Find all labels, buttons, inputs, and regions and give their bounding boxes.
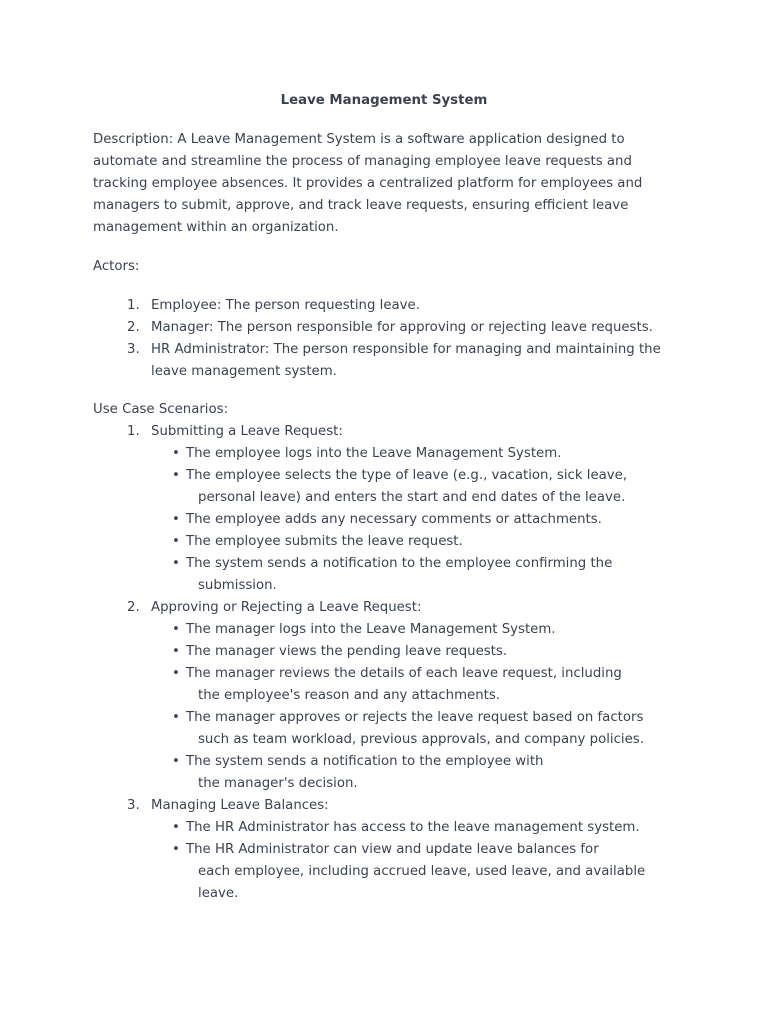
list-number: 3. [127,342,140,357]
page-title: Leave Management System [280,93,488,108]
steps-list [151,619,693,795]
bullet-icon: • [172,512,180,527]
description-line: tracking employee absences. It provides a centralized platform for employees and [93,176,643,191]
description-paragraph [93,129,673,239]
step-text: The manager approves or rejects the leave request based on factors [186,710,644,725]
description-line: Description: A Leave Management System is a software application designed to [93,132,625,147]
bullet-icon: • [172,622,180,637]
step-text: The employee submits the leave request. [186,534,463,549]
actor-item [93,317,693,339]
bullet-icon: • [172,468,180,483]
step-text: the employee's reason and any attachments. [198,688,501,703]
step-text: The system sends a notification to the employee confirming the [186,556,613,571]
steps-list [151,817,693,905]
step-text: personal leave) and enters the start and end dates of the leave. [198,490,626,505]
scenario-item [93,597,693,795]
step-item [151,443,656,465]
actor-item [93,295,693,317]
bullet-icon: • [172,644,180,659]
actors-list [93,295,693,383]
description-line: managers to submit, approve, and track leave requests, ensuring efficient leave [93,198,629,213]
step-text: The HR Administrator can view and update leave balances for [186,842,599,857]
bullet-icon: • [172,534,180,549]
step-text: leave. [198,886,239,901]
step-text: The HR Administrator has access to the leave management system. [186,820,640,835]
steps-list [151,443,693,597]
step-text: The manager views the pending leave requests. [186,644,508,659]
actor-text: HR Administrator: The person responsible for managing and maintaining the [151,342,661,357]
scenarios-list [93,421,693,905]
actor-text: Employee: The person requesting leave. [151,298,420,313]
scenario-title: Managing Leave Balances: [151,798,329,813]
description-line: automate and streamline the process of managing employee leave requests and [93,154,632,169]
bullet-icon: • [172,820,180,835]
step-text: The system sends a notification to the employee with [186,754,544,769]
step-item [151,509,656,531]
use-case-heading: Use Case Scenarios: [93,402,229,417]
list-number: 3. [127,798,140,813]
step-item [151,531,656,553]
step-text: each employee, including accrued leave, used leave, and available [198,864,646,879]
description-line: management within an organization. [93,220,339,235]
list-number: 2. [127,600,140,615]
step-text: such as team workload, previous approvals, and company policies. [198,732,644,747]
actor-text: leave management system. [151,364,337,379]
actor-text: Manager: The person responsible for approving or rejecting leave requests. [151,320,653,335]
list-number: 2. [127,320,140,335]
list-number: 1. [127,298,140,313]
scenario-title: Submitting a Leave Request: [151,424,343,439]
bullet-icon: • [172,842,180,857]
step-item [151,751,656,795]
step-item [151,619,656,641]
step-text: The manager logs into the Leave Management System. [186,622,556,637]
bullet-icon: • [172,754,180,769]
step-item [151,641,656,663]
actors-heading: Actors: [93,259,140,274]
step-item [151,707,656,751]
step-item [151,817,656,839]
step-text: submission. [198,578,277,593]
scenario-item [93,421,693,597]
step-text: The manager reviews the details of each leave request, including [186,666,622,681]
step-text: The employee selects the type of leave (e.g., vacation, sick leave, [186,468,628,483]
step-item [151,553,656,597]
step-item [151,465,656,509]
step-text: the manager's decision. [198,776,358,791]
step-text: The employee adds any necessary comments or attachments. [186,512,602,527]
bullet-icon: • [172,446,180,461]
list-number: 1. [127,424,140,439]
bullet-icon: • [172,666,180,681]
bullet-icon: • [172,710,180,725]
step-item [151,663,656,707]
scenario-item [93,795,693,905]
bullet-icon: • [172,556,180,571]
scenario-title: Approving or Rejecting a Leave Request: [151,600,422,615]
step-text: The employee logs into the Leave Management System. [186,446,562,461]
actor-item [93,339,693,383]
step-item [151,839,656,905]
